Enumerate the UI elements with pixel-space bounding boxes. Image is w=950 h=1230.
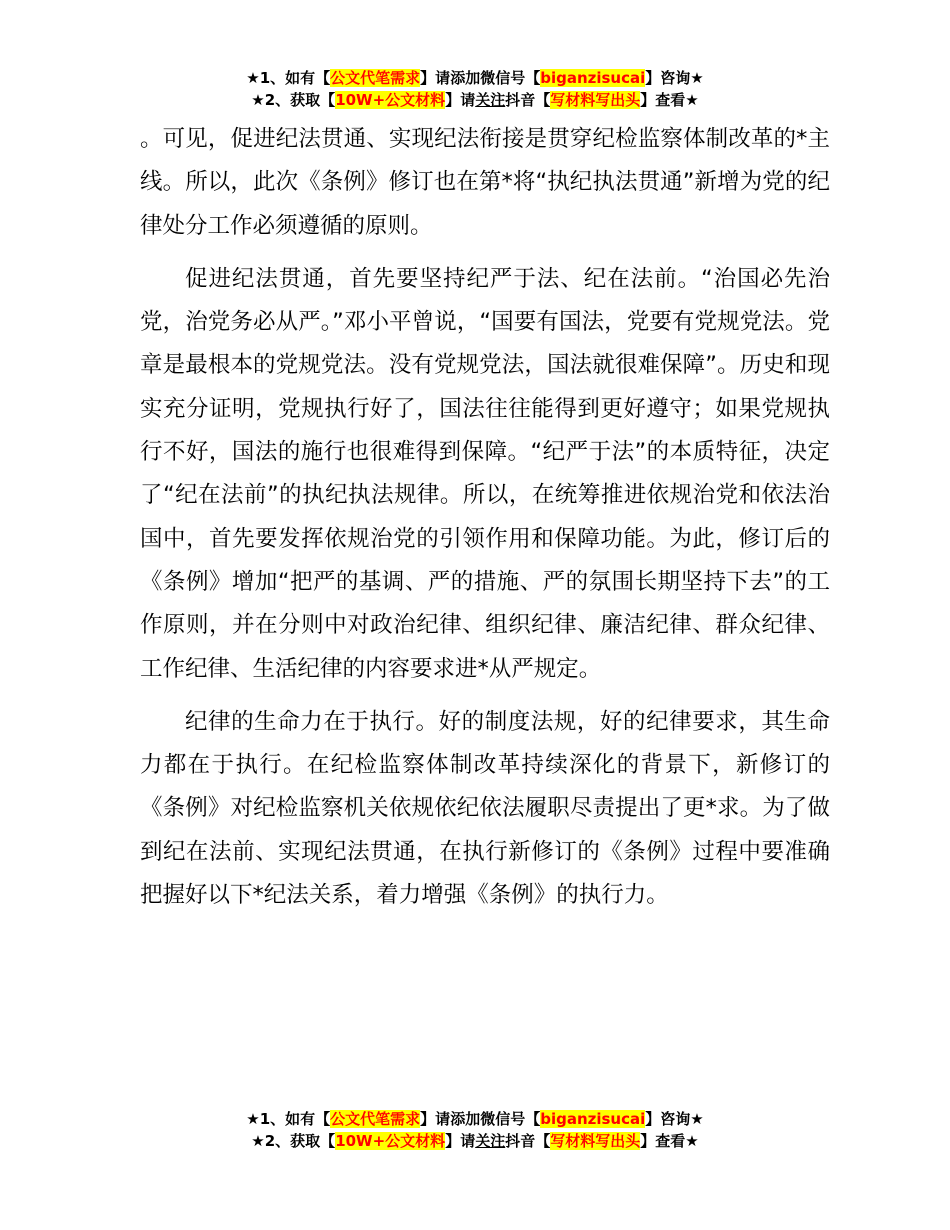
highlight-douyin-account: 写材料写出头 bbox=[550, 91, 641, 109]
highlight-douyin-account: 写材料写出头 bbox=[550, 1132, 641, 1150]
banner-line-2: ★2、获取【10W+公文材料】请关注抖音【写材料写出头】查看★ bbox=[251, 91, 699, 109]
document-body bbox=[140, 118, 830, 917]
highlight-ghostwriting: 公文代笔需求 bbox=[330, 1110, 421, 1128]
paragraph-1: 。可见，促进纪法贯通、实现纪法衔接是贯穿纪检监察体制改革的*主线。所以，此次《条例》修订也在第*将“执纪执法贯通”新增为党的纪律处分工作必须遵循的原则。 bbox=[140, 126, 830, 239]
banner-line-1: ★1、如有【公文代笔需求】请添加微信号【biganzisucai】咨询★ bbox=[246, 69, 704, 87]
highlight-wechat-id: biganzisucai bbox=[540, 69, 646, 87]
footer-banner bbox=[0, 1108, 950, 1152]
header-banner bbox=[0, 67, 950, 111]
highlight-materials: 10W+公文材料 bbox=[335, 91, 446, 109]
paragraph-2: 促进纪法贯通，首先要坚持纪严于法、纪在法前。“治国必先治党，治党务必从严。”邓小平曾说，“国要有国法，党要有党规党法。党章是最根本的党规党法。没有党规党法，国法就很难保障”。历史和现实充分证明，党规执行好了，国法往往能得到更好遵守；如果党规执行不好，国法的施行也很难得到保障。“纪严于法”的本质特征，决定了“纪在法前”的执纪执法规律。所以，在统筹推进依规治党和依法治国中，首先要发挥依规治党的引领作用和保障功能。为此，修订后的《条例》增加“把严的基调、严的措施、严的氛围长期坚持下去”的工作原则，并在分则中对政治纪律、组织纪律、廉洁纪律、群众纪律、工作纪律、生活纪律的内容要求进*从严规定。 bbox=[140, 265, 830, 682]
highlight-materials: 10W+公文材料 bbox=[335, 1132, 446, 1150]
banner-line-2: ★2、获取【10W+公文材料】请关注抖音【写材料写出头】查看★ bbox=[251, 1132, 699, 1150]
banner-line-1: ★1、如有【公文代笔需求】请添加微信号【biganzisucai】咨询★ bbox=[246, 1110, 704, 1128]
highlight-wechat-id: biganzisucai bbox=[540, 1110, 646, 1128]
highlight-ghostwriting: 公文代笔需求 bbox=[330, 69, 421, 87]
paragraph-3: 纪律的生命力在于执行。好的制度法规，好的纪律要求，其生命力都在于执行。在纪检监察体制改革持续深化的背景下，新修订的《条例》对纪检监察机关依规依纪依法履职尽责提出了更*求。为了做到纪在法前、实现纪法贯通，在执行新修订的《条例》过程中要准确把握好以下*纪法关系，着力增强《条例》的执行力。 bbox=[140, 708, 830, 909]
